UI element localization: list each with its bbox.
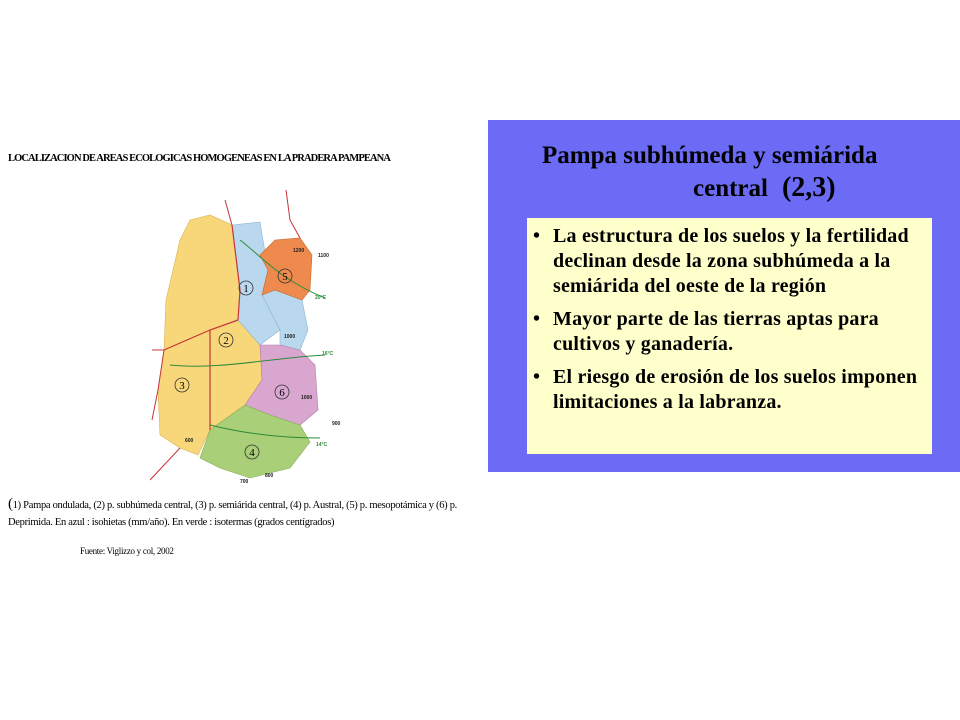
panel-title-line2: central <box>693 175 768 202</box>
map-caption <box>8 496 483 531</box>
map-title: LOCALIZACION DE AREAS ECOLOGICAS HOMOGENEAS EN LA PRADERA PAMPEANA <box>8 153 391 164</box>
ecological-areas-map <box>150 180 350 490</box>
isohyet-label-900: 900 <box>332 421 341 427</box>
bullet-item: • La estructura de los suelos y la fertilidad declinan desde la zona subhúmeda a la semiárida del oeste de la región <box>533 224 928 299</box>
isohyet-label-1100: 1100 <box>318 253 329 259</box>
bullet-item: • El riesgo de erosión de los suelos imponen limitaciones a la labranza. <box>533 365 928 415</box>
panel-title-line1: Pampa subhúmeda y semiárida <box>542 142 878 169</box>
bullet-list <box>533 224 928 415</box>
zone-label-1: 1 <box>243 283 249 295</box>
bullet-box <box>527 218 932 454</box>
zone-label-4: 4 <box>249 447 255 459</box>
isohyet-label-1200: 1200 <box>293 248 305 254</box>
caption-text: 1) Pampa ondulada, (2) p. subhúmeda central, (3) p. semiárida central, (4) p. Austral, (5) p. mesopotámica y (6) p. Deprimida. En azul : isohietas (mm/año). En verde : isotermas (grados centígrados) <box>8 500 457 528</box>
caption-paren: ( <box>8 496 13 512</box>
isohyet-label-600: 600 <box>185 438 194 444</box>
isohyet-label-700: 700 <box>240 479 249 485</box>
zone-label-3: 3 <box>179 380 185 392</box>
isotherm-label-16: 16°C <box>322 351 334 357</box>
zone-label-5: 5 <box>282 271 288 283</box>
isohyet-label-1000a: 1000 <box>284 334 296 340</box>
isotherm-label-20: 20°C <box>315 295 327 301</box>
panel-title-paren: (2,3) <box>781 172 836 203</box>
isotherm-label-14: 14°C <box>316 442 328 448</box>
info-panel <box>488 120 960 472</box>
bullet-item: • Mayor parte de las tierras aptas para cultivos y ganadería. <box>533 307 928 357</box>
isohyet-label-1000b: 1000 <box>301 395 313 401</box>
zone-label-2: 2 <box>223 335 229 347</box>
panel-title <box>542 140 952 205</box>
isohyet-label-800: 800 <box>265 473 274 479</box>
zone-label-6: 6 <box>279 387 285 399</box>
map-source: Fuente: Viglizzo y col, 2002 <box>80 546 174 556</box>
